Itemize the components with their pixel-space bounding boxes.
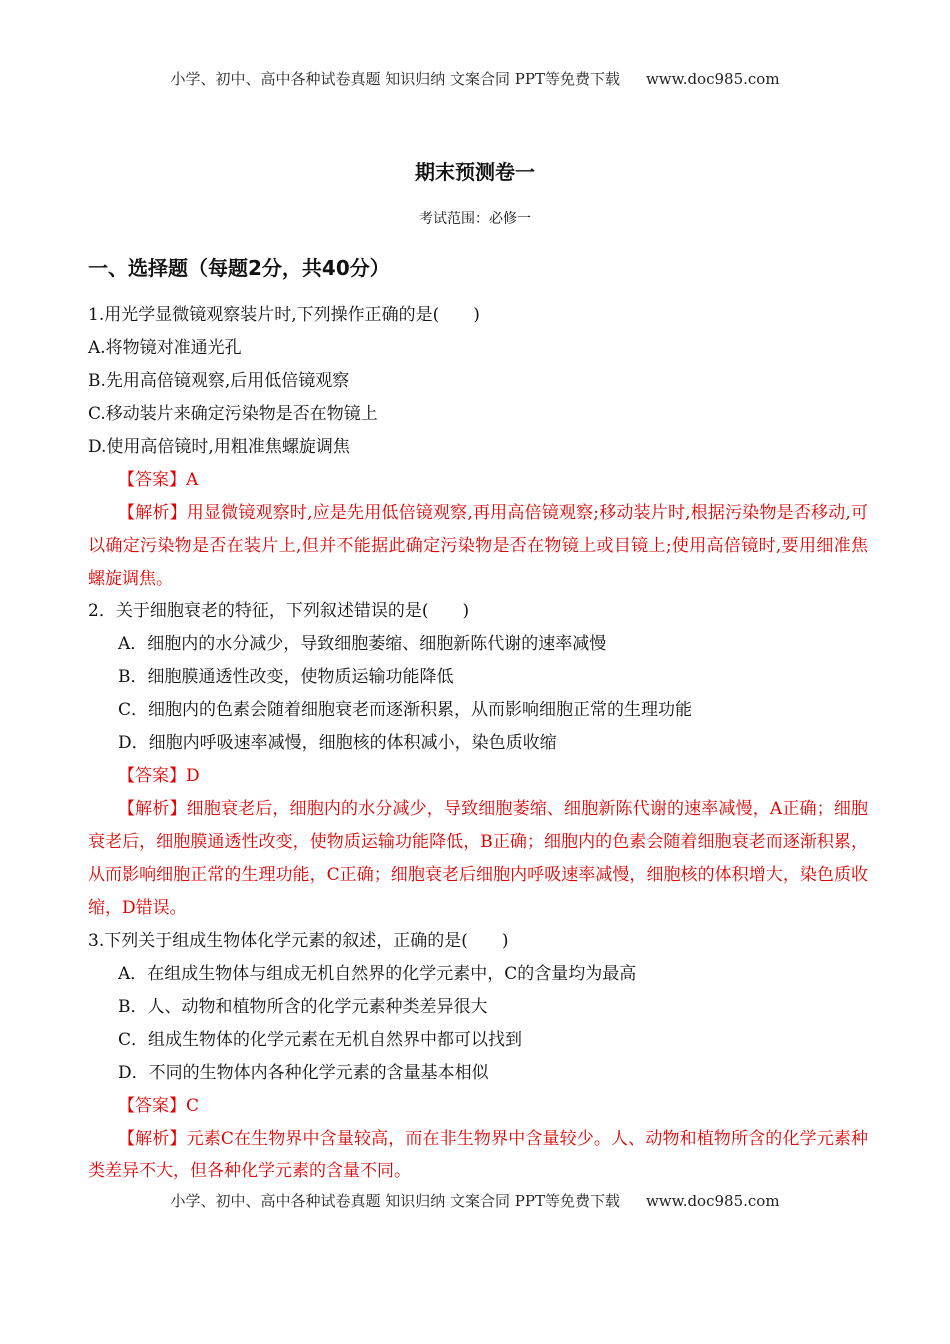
header-text: 小学、初中、高中各种试卷真题 知识归纳 文案合同 PPT等免费下载 [170, 70, 620, 88]
page-footer [0, 1190, 950, 1211]
analysis-text: 细胞衰老后，细胞内的水分减少，导致细胞萎缩、细胞新陈代谢的速率减慢，A正确；细胞衰老后，细胞膜通透性改变，使物质运输功能降低，B正确；细胞内的色素会随着细胞衰老而逐渐积累，从而影响细胞正常的生理功能，C正确；细胞衰老后细胞内呼吸速率减慢，细胞核的体积增大，染色质收缩，D错误。 [88, 799, 868, 918]
question-option: A．细胞内的水分减少，导致细胞萎缩、细胞新陈代谢的速率减慢 [118, 634, 607, 655]
answer-line: 【答案】D [118, 766, 200, 787]
question-option: B．细胞膜通透性改变，使物质运输功能降低 [118, 667, 454, 688]
question-list [88, 299, 868, 1188]
question-option: C．组成生物体的化学元素在无机自然界中都可以找到 [118, 1029, 523, 1050]
exam-scope: 考试范围：必修一 [419, 211, 531, 227]
analysis-paragraph [88, 793, 868, 924]
question-option: C.移动装片来确定污染物是否在物镜上 [88, 404, 378, 424]
analysis-label: 【解析】 [118, 1128, 187, 1149]
analysis-text: 用显微镜观察时,应是先用低倍镜观察,再用高倍镜观察;移动装片时,根据污染物是否移动,可以确定污染物是否在装片上,但并不能据此确定污染物是否在物镜上或目镜上;使用高倍镜时,要用细准焦螺旋调焦。 [88, 503, 869, 589]
question-option: A.将物镜对准通光孔 [88, 338, 242, 358]
header-site-link[interactable]: www.doc985.com [645, 70, 780, 88]
question-option: B．人、动物和植物所含的化学元素种类差异很大 [118, 996, 488, 1017]
question-option: A．在组成生物体与组成无机自然界的化学元素中，C的含量均为最高 [118, 963, 637, 984]
page-header [0, 68, 950, 89]
question-stem: 2．关于细胞衰老的特征，下列叙述错误的是( ) [88, 601, 470, 622]
question-stem: 3.下列关于组成生物体化学元素的叙述，正确的是( ) [88, 930, 509, 951]
analysis-paragraph [88, 497, 868, 595]
question-option: D.使用高倍镜时,用粗准焦螺旋调焦 [88, 437, 350, 457]
question-option: C．细胞内的色素会随着细胞衰老而逐渐积累，从而影响细胞正常的生理功能 [118, 700, 693, 721]
page-title: 期末预测卷一 [415, 160, 535, 184]
analysis-text: 元素C在生物界中含量较高，而在非生物界中含量较少。人、动物和植物所含的化学元素种类差异不大，但各种化学元素的含量不同。 [88, 1128, 868, 1182]
question-option: D．不同的生物体内各种化学元素的含量基本相似 [118, 1062, 489, 1083]
answer-line: 【答案】C [118, 1095, 200, 1116]
question-stem: 1.用光学显微镜观察装片时,下列操作正确的是( ) [88, 305, 480, 325]
footer-text: 小学、初中、高中各种试卷真题 知识归纳 文案合同 PPT等免费下载 [170, 1192, 620, 1210]
analysis-label: 【解析】 [118, 503, 187, 523]
section-heading: 一、选择题（每题2分，共40分） [88, 256, 390, 280]
footer-site-link[interactable]: www.doc985.com [645, 1192, 780, 1210]
question-option: B.先用高倍镜观察,后用低倍镜观察 [88, 371, 350, 391]
question-option: D．细胞内呼吸速率减慢，细胞核的体积减小，染色质收缩 [118, 733, 557, 754]
analysis-label: 【解析】 [118, 799, 187, 820]
answer-line: 【答案】A [118, 470, 199, 490]
analysis-paragraph [88, 1123, 868, 1189]
